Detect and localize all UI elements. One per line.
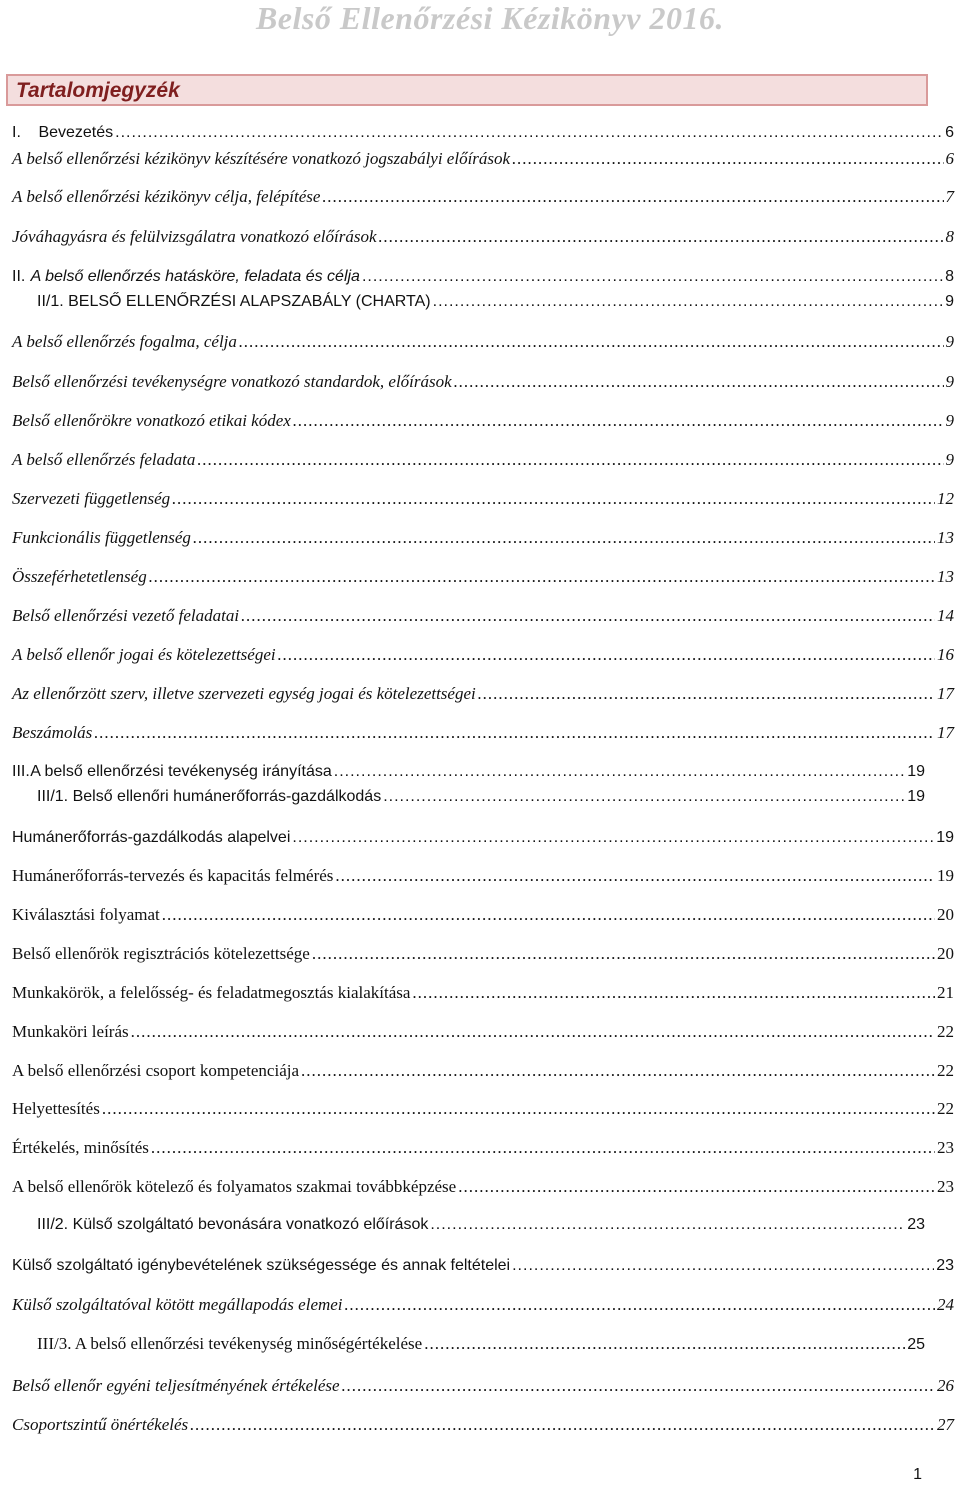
toc-dot-leader (172, 487, 935, 511)
toc-entry-page: 13 (937, 567, 954, 586)
toc-entry-label: Belső ellenőrök regisztrációs kötelezettsége (12, 944, 310, 963)
toc-entry-label: A belső ellenőrzési kézikönyv készítésére vonatkozó jogszabályi előírások (12, 149, 511, 168)
toc-entry[interactable] (12, 526, 954, 550)
toc-entry-page: 22 (937, 1061, 954, 1080)
toc-entry[interactable] (12, 121, 954, 145)
toc-entry-page: 24 (937, 1295, 954, 1314)
toc-dot-leader (454, 370, 944, 394)
page-number: 1 (913, 1466, 922, 1483)
toc-entry-label: Belső ellenőr egyéni teljesítményének értékelése (12, 1376, 340, 1395)
toc-entry-page: 16 (937, 645, 954, 664)
page-header-title: Belső Ellenőrzési Kézikönyv 2016. (255, 0, 724, 36)
toc-entry[interactable] (12, 1020, 954, 1044)
toc-entry-number: III. (12, 763, 30, 780)
toc-entry[interactable] (37, 290, 954, 314)
toc-entry[interactable] (12, 487, 954, 511)
toc-entry-label: III/2. Külső szolgáltató bevonására vonatkozó előírások (37, 1216, 429, 1233)
toc-entry-page: 20 (937, 905, 954, 924)
toc-entry[interactable] (12, 864, 954, 888)
toc-entry-page: 22 (937, 1022, 954, 1041)
toc-dot-leader (292, 826, 934, 850)
toc-entry[interactable] (12, 942, 954, 966)
toc-dot-leader (241, 604, 935, 628)
toc-dot-leader (151, 1136, 935, 1160)
toc-dot-leader (362, 265, 943, 289)
toc-entry-page: 20 (937, 944, 954, 963)
toc-dot-leader (115, 121, 943, 145)
toc-heading: Tartalomjegyzék (16, 79, 180, 102)
toc-entry-page: 9 (945, 332, 954, 351)
toc-entry-page: 23 (937, 1177, 954, 1196)
toc-entry-label: Kiválasztási folyamat (12, 905, 160, 924)
toc-entry[interactable] (12, 1059, 954, 1083)
toc-entry[interactable] (12, 643, 954, 667)
toc-entry[interactable] (12, 903, 954, 927)
toc-entry[interactable] (12, 826, 954, 850)
toc-entry-page: 17 (937, 723, 954, 742)
toc-entry-page: 23 (937, 1138, 954, 1157)
toc-entry-number: II. (12, 268, 26, 285)
toc-entry[interactable] (12, 265, 954, 289)
toc-dot-leader (335, 864, 935, 888)
toc-entry[interactable] (12, 682, 954, 706)
toc-dot-leader (478, 682, 935, 706)
toc-dot-leader (334, 760, 905, 784)
toc-dot-leader (433, 290, 943, 314)
toc-entry-label: A belső ellenőrzési kézikönyv célja, felépítése (12, 187, 321, 206)
toc-dot-leader (278, 643, 935, 667)
toc-entry-page: 23 (936, 1257, 954, 1274)
toc-entry[interactable] (12, 1374, 954, 1398)
toc-entry-label: Humánerőforrás-gazdálkodás alapelvei (12, 829, 291, 846)
toc-entry-page: 6 (945, 149, 954, 168)
toc-entry-page: 19 (936, 829, 954, 846)
toc-entry-label: Értékelés, minősítés (12, 1138, 149, 1157)
toc-dot-leader (379, 225, 944, 249)
toc-entry[interactable] (37, 1332, 925, 1356)
toc-entry[interactable] (12, 330, 954, 354)
toc-entry[interactable] (12, 1097, 954, 1121)
toc-entry-label: Az ellenőrzött szerv, illetve szervezeti egység jogai és kötelezettségei (12, 684, 476, 703)
toc-dot-leader (94, 721, 935, 745)
toc-dot-leader (512, 1254, 934, 1278)
toc-entry[interactable] (12, 185, 954, 209)
toc-dot-leader (162, 903, 935, 927)
toc-entry[interactable] (12, 409, 954, 433)
toc-entry-label: III/1. Belső ellenőri humánerőforrás-gazdálkodás (37, 788, 382, 805)
toc-dot-leader (424, 1332, 905, 1356)
toc-dot-leader (102, 1097, 935, 1121)
toc-entry-label: Munkaköri leírás (12, 1022, 129, 1041)
toc-entry-page: 7 (945, 187, 954, 206)
toc-dot-leader (197, 448, 943, 472)
toc-entry-label: Humánerőforrás-tervezés és kapacitás felmérés (12, 866, 334, 885)
toc-entry[interactable] (12, 721, 954, 745)
toc-entry-page: 23 (907, 1216, 925, 1233)
toc-entry-label: Beszámolás (12, 723, 93, 742)
toc-dot-leader (342, 1374, 935, 1398)
toc-dot-leader (412, 981, 935, 1005)
toc-entry-page: 9 (945, 372, 954, 391)
toc-entry-label: Külső szolgáltató igénybevételének szükségessége és annak feltételei (12, 1257, 511, 1274)
toc-dot-leader (383, 785, 905, 809)
toc-entry-number: I. (12, 124, 21, 141)
toc-entry[interactable] (12, 604, 954, 628)
toc-entry-label: A belső ellenőrök kötelező és folyamatos szakmai továbbképzése (12, 1177, 457, 1196)
toc-entry[interactable] (12, 760, 925, 784)
toc-entry-label: A belső ellenőrzés hatásköre, feladata és célja (30, 268, 360, 285)
toc-entry-label: Belső ellenőrzési tevékenységre vonatkozó standardok, előírások (12, 372, 452, 391)
toc-entry[interactable] (12, 981, 954, 1005)
toc-entry-label: Szervezeti függetlenség (12, 489, 171, 508)
toc-dot-leader (190, 1413, 935, 1437)
toc-entry-label: A belső ellenőrzési csoport kompetenciája (12, 1061, 300, 1080)
toc-entry-label: A belső ellenőr jogai és kötelezettségei (12, 645, 276, 664)
toc-entry[interactable] (12, 147, 954, 171)
toc-entry-page: 9 (945, 293, 954, 310)
toc-entry-page: 26 (937, 1376, 954, 1395)
toc-entry-label: Jóváhagyásra és felülvizsgálatra vonatkozó előírások (12, 227, 377, 246)
toc-entry-label: Bevezetés (38, 124, 114, 141)
toc-entry-page: 19 (937, 866, 954, 885)
toc-entry[interactable] (12, 1175, 954, 1199)
toc-entry[interactable] (12, 1413, 954, 1437)
toc-dot-leader (430, 1213, 905, 1237)
toc-entry-page: 14 (937, 606, 954, 625)
toc-entry[interactable] (12, 225, 954, 249)
toc-dot-leader (239, 330, 944, 354)
toc-dot-leader (193, 526, 935, 550)
toc-entry-label: Belső ellenőrökre vonatkozó etikai kódex (12, 411, 291, 430)
toc-entry-label: Munkakörök, a felelősség- és feladatmegosztás kialakítása (12, 983, 411, 1002)
toc-entry-page: 6 (945, 124, 954, 141)
toc-entry-label: Funkcionális függetlenség (12, 528, 191, 547)
toc-entry-page: 9 (945, 450, 954, 469)
toc-entry-page: 13 (937, 528, 954, 547)
toc-dot-leader (322, 185, 943, 209)
toc-entry[interactable] (12, 1293, 954, 1317)
toc-entry-page: 8 (945, 268, 954, 285)
toc-entry[interactable] (37, 1213, 925, 1237)
toc-entry[interactable] (12, 1136, 954, 1160)
toc-dot-leader (149, 565, 935, 589)
toc-entry-label: Csoportszintű önértékelés (12, 1415, 189, 1434)
toc-entry[interactable] (12, 565, 954, 589)
toc-entry-page: 21 (937, 983, 954, 1002)
toc-entry-label: A belső ellenőrzés feladata (12, 450, 196, 469)
toc-entry-label: Helyettesítés (12, 1099, 100, 1118)
toc-entry[interactable] (12, 448, 954, 472)
toc-dot-leader (512, 147, 943, 171)
toc-entry[interactable] (37, 785, 925, 809)
toc-entry-label: A belső ellenőrzési tevékenység irányítása (30, 763, 332, 780)
toc-entry-label: Összeférhetetlenség (12, 567, 147, 586)
toc-dot-leader (458, 1175, 935, 1199)
toc-entry[interactable] (12, 370, 954, 394)
toc-entry-label: Külső szolgáltatóval kötött megállapodás elemei (12, 1295, 343, 1314)
toc-entry-page: 17 (937, 684, 954, 703)
toc-dot-leader (131, 1020, 935, 1044)
toc-entry-label: III/3. A belső ellenőrzési tevékenység minőségértékelése (37, 1334, 423, 1353)
toc-entry-label: Belső ellenőrzési vezető feladatai (12, 606, 240, 625)
toc-entry-page: 9 (945, 411, 954, 430)
toc-entry-page: 19 (907, 788, 925, 805)
toc-entry-page: 27 (937, 1415, 954, 1434)
toc-entry-label: II/1. BELSŐ ELLENŐRZÉSI ALAPSZABÁLY (CHARTA) (37, 293, 431, 310)
toc-entry[interactable] (12, 1254, 954, 1278)
toc-heading-box (6, 74, 928, 106)
toc-dot-leader (312, 942, 935, 966)
toc-entry-page: 22 (937, 1099, 954, 1118)
toc-entry-page: 8 (945, 227, 954, 246)
toc-dot-leader (293, 409, 944, 433)
toc-entry-page: 25 (907, 1336, 925, 1353)
toc-dot-leader (301, 1059, 935, 1083)
toc-entry-page: 19 (907, 763, 925, 780)
toc-entry-page: 12 (937, 489, 954, 508)
toc-entry-label: A belső ellenőrzés fogalma, célja (12, 332, 237, 351)
toc-dot-leader (345, 1293, 935, 1317)
